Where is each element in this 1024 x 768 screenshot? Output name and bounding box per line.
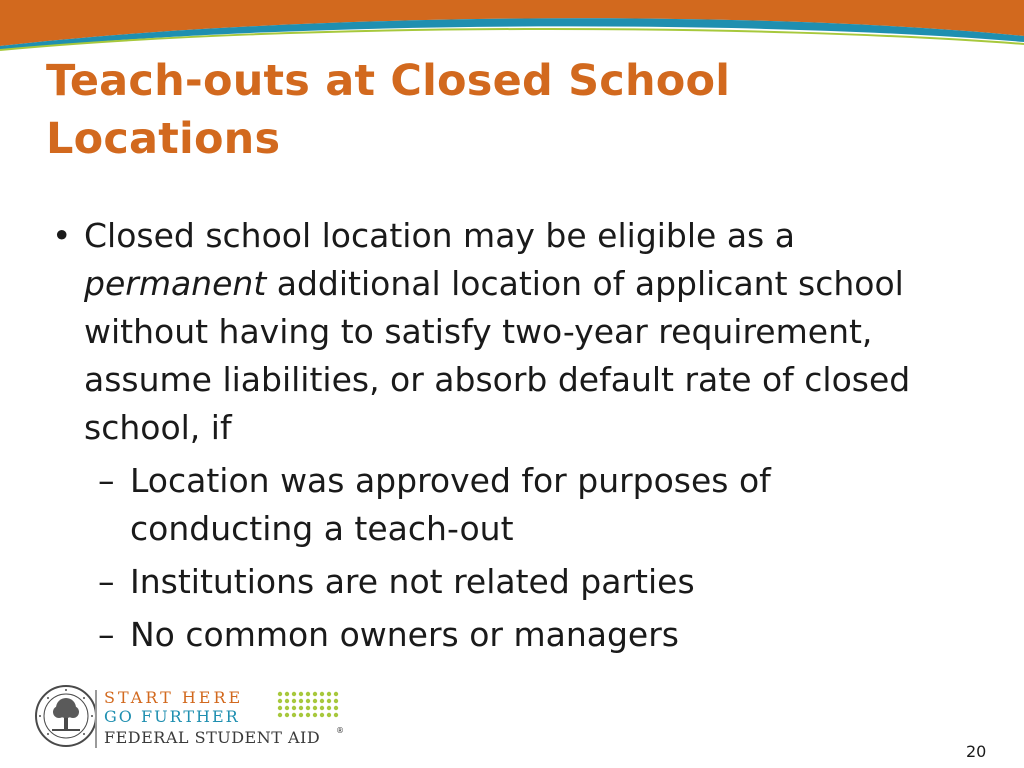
slide-title: Teach-outs at Closed School Locations: [46, 56, 731, 164]
bullet-item: [46, 212, 946, 452]
sub-bullet-item: [46, 457, 946, 553]
sub-bullet-text: No common owners or managers: [130, 615, 679, 654]
sub-bullet-marker: –: [98, 615, 115, 654]
bullet-text-end: additional location of applicant school without having to satisfy two-year requirement, assume liabilities, or absorb default rate of closed school, if: [84, 264, 911, 447]
sub-bullet-marker: –: [98, 461, 115, 500]
sub-bullet-text: Institutions are not related parties: [130, 562, 695, 601]
page-number: 20: [966, 742, 987, 761]
federal-student-aid-logo: [34, 684, 354, 754]
bullet-text-start: Closed school location may be eligible as a: [84, 216, 795, 255]
logo-start-here: START HERE: [104, 688, 244, 707]
sub-bullet-list: [46, 457, 946, 659]
bullet-marker: •: [52, 216, 72, 255]
slide-body: [46, 212, 946, 659]
header-swoosh: [0, 0, 1024, 56]
logo-dot-grid-icon: [276, 690, 340, 724]
logo-go-further: GO FURTHER: [104, 707, 240, 726]
logo-divider: [95, 690, 97, 748]
sub-bullet-marker: –: [98, 562, 115, 601]
logo-federal-student-aid: FEDERAL STUDENT AID: [104, 728, 321, 747]
registered-mark: ®: [336, 726, 344, 735]
bullet-text-emphasis: permanent: [84, 264, 267, 303]
sub-bullet-item: [46, 611, 946, 659]
sub-bullet-text: Location was approved for purposes of conducting a teach-out: [130, 461, 771, 548]
department-of-education-seal-icon: [34, 684, 98, 748]
sub-bullet-item: [46, 558, 946, 606]
